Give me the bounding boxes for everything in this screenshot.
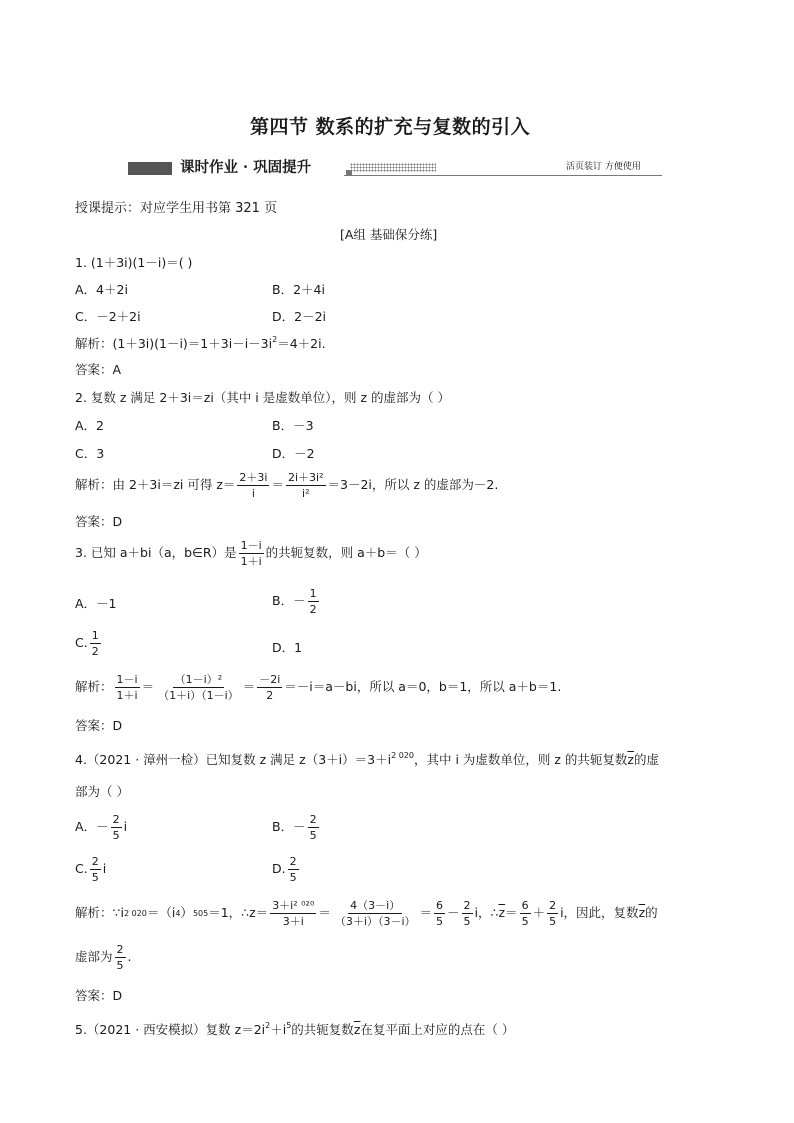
q1-answer: 答案：A [75, 362, 122, 377]
banner-title: 课时作业 · 巩固提升 [180, 159, 312, 176]
banner-note: 活页装订 方便使用 [566, 162, 641, 172]
banner-dots [350, 163, 436, 172]
q4-solution-line2: 虚部为 $\frac{2}{5}$ . [75, 943, 132, 972]
q1-stem: 1. (1＋3i)(1－i)＝( ) [75, 255, 193, 270]
q1-option-a: A．4＋2i [75, 282, 128, 297]
q1-option-c: C．－2＋2i [75, 309, 141, 324]
q3-stem: 3. 已知 a＋bi（a，b∈R）是 $\frac{1-i}{1+i}$ 的共轭复数，则 a＋b＝（ ） [75, 539, 427, 568]
q2-answer: 答案：D [75, 514, 123, 529]
q3-option-d: D．1 [272, 640, 303, 655]
q4-option-b: B．－ $\frac{2}{5}$ [272, 813, 317, 842]
page-title: 第四节 数系的扩充与复数的引入 [250, 116, 531, 138]
q4-answer: 答案：D [75, 988, 123, 1003]
q2-option-b: B．－3 [272, 418, 314, 433]
textbook-hint: 授课提示：对应学生用书第 321 页 [75, 201, 278, 216]
q4-option-a: A．－ $\frac{2}{5}$ i [75, 813, 128, 842]
q3-solution: 解析： $\frac{1-i}{1+i}$ ＝ $\frac{\text{（1－i）²}}{(1+i)(1-i)}$ ＝ $\frac{-2i}{2}$ ＝－i＝a－bi，所以 a＝0，b＝1，所以 a＋b＝1. [75, 673, 562, 702]
q2-option-d: D．－2 [272, 446, 315, 461]
q2-option-a: A．2 [75, 418, 105, 433]
q2-solution: 解析：由 2＋3i＝zi 可得 z＝ $\frac{2+3i}{i}$ ＝ $\frac{\text{2i＋3i²}}{\text{i²}}$ ＝3－2i，所以 z 的虚部为－2. [75, 471, 499, 500]
q4-stem: 4.（2021 · 漳州一检）已知复数 z 满足 $z(3+i)=3+i^{2 020}$，其中 i 为虚数单位，则 z 的共轭复数$\overline{z}$的虚 [75, 751, 659, 767]
fraction: $\frac{\text{2i＋3i²}}{\text{i²}}$ [287, 471, 324, 500]
q3-option-b: B．－ $\frac{1}{2}$ [272, 587, 317, 616]
q4-option-c: C. $\frac{2}{5}$ i [75, 855, 107, 884]
q4-option-d: D. $\frac{2}{5}$ [272, 855, 297, 884]
q4-solution: 解析：∵i 2 020 ＝（i 4 ） 505 ＝1，∴z＝ $\frac{\text{3＋i² ⁰²⁰}}{3+i}$ ＝ $\frac{4(3-i)}{(3+i)(3-i)}$ ＝ $\frac{6}{5}$ － $\frac{2}{5}$ i，∴ $\overline{z}$ ＝ $\frac{6}{5}$ ＋ $\frac{2}{5}$ i，因此，复数 $\overline{z}$ 的 [75, 899, 658, 928]
group-heading: [A组 基础保分练] [340, 227, 438, 242]
q1-option-b: B．2＋4i [272, 282, 325, 297]
q3-option-c: C. $\frac{1}{2}$ [75, 629, 99, 658]
fraction: $\frac{1-i}{1+i}$ [240, 539, 262, 568]
q5-stem: 5.（2021 · 西安模拟）复数 $z=2i^2+i^5$的共轭复数$\overline{z}$在复平面上对应的点在（ ） [75, 1021, 515, 1037]
fraction: $\frac{2+3i}{i}$ [239, 471, 268, 500]
q1-solution: 解析：$(1+3i)(1-i)=1+3i-i-3i^2=4+2i$. [75, 335, 326, 351]
q1-option-d: D．2－2i [272, 309, 327, 324]
q4-stem-line2: 部为（ ） [75, 784, 129, 799]
q2-option-c: C．3 [75, 446, 105, 461]
banner-bar [128, 162, 172, 175]
q3-answer: 答案：D [75, 718, 123, 733]
q2-stem: 2. 复数 z 满足 2＋3i＝zi（其中 i 是虚数单位），则 z 的虚部为（ ） [75, 390, 450, 405]
q3-option-a: A．－1 [75, 596, 117, 611]
banner-rule [344, 175, 662, 176]
